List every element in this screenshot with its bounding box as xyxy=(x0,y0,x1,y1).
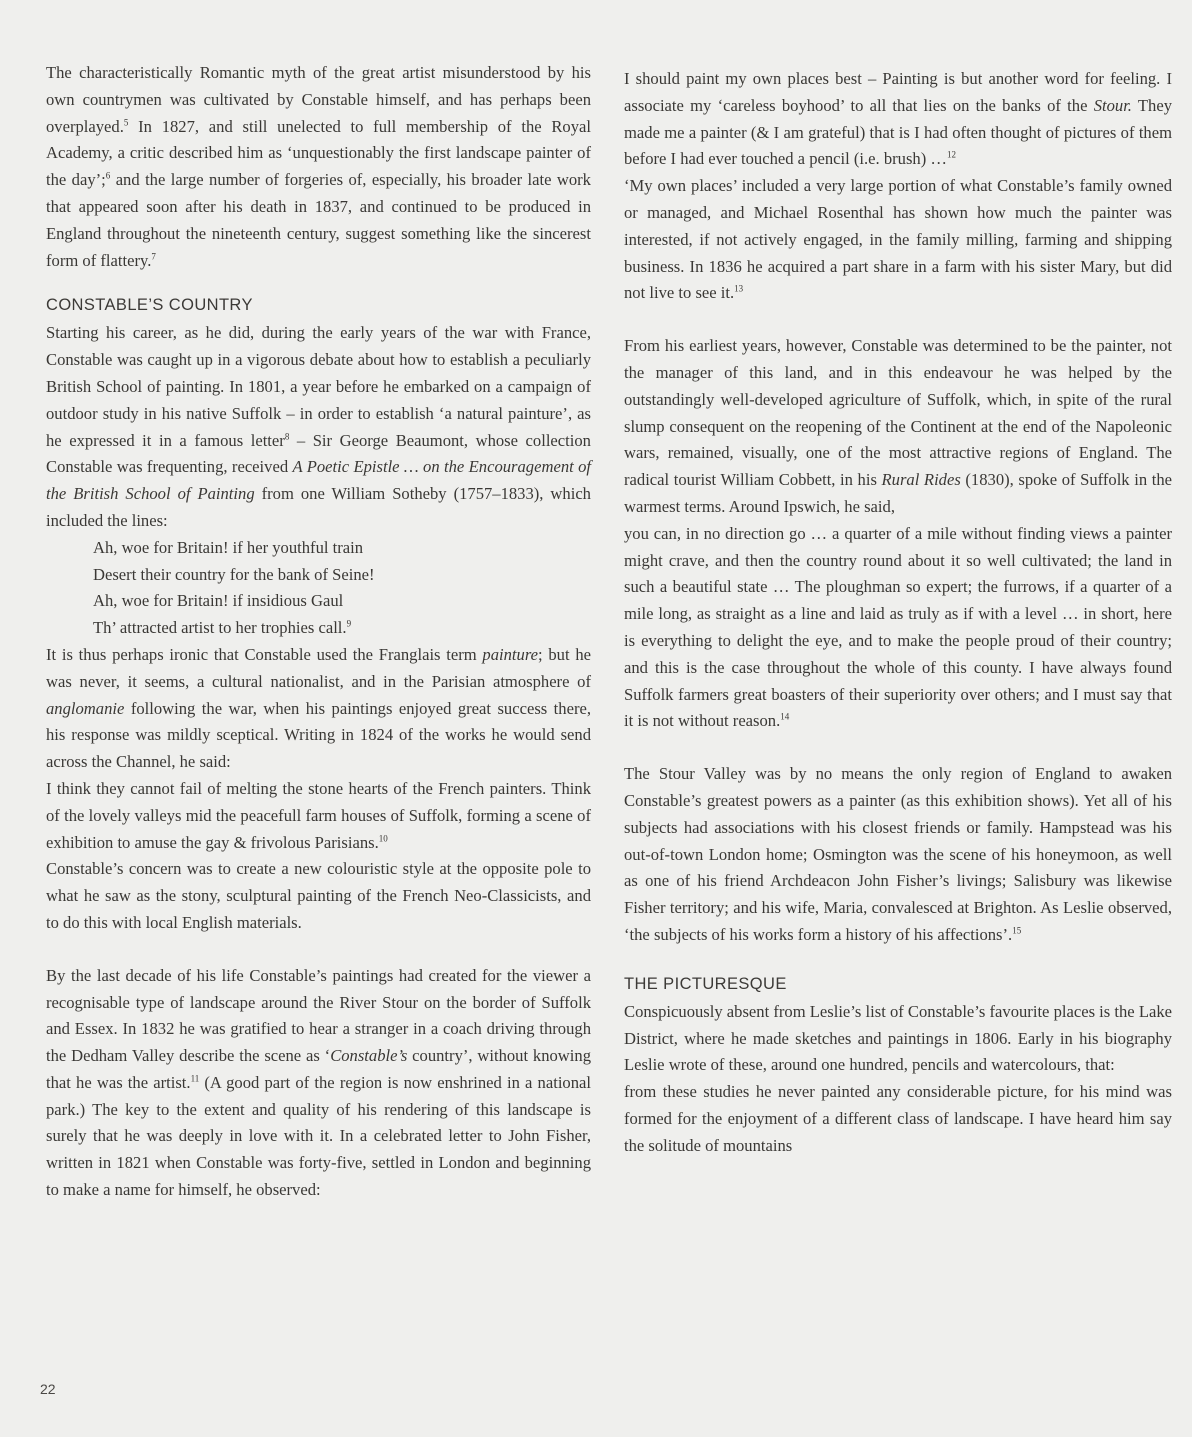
paragraph-my-own-places: ‘My own places’ included a very large portion of what Constable’s family owned or managed, and Michael Rosenthal has shown how much the painter was interested, if not actively engaged, in the family milling, farming and shipping business. In 1836 he acquired a part share in a farm with his sister Mary, but did not live to see it.$^{13}$ xyxy=(624,176,1172,303)
footnote-ref: 9 xyxy=(346,618,352,629)
footnote-ref: 15 xyxy=(1012,925,1022,936)
paragraph-lake-district: Conspicuously absent from Leslie’s list of Constable’s favourite places is the Lake District, where he made sketches and paintings in 1806. Early in his biography Leslie wrote of these, around one hundred, pencils and watercolours, that: xyxy=(624,1001,1172,1075)
paragraph-earliest-years: From his earliest years, however, Constable was determined to be the painter, not the manager of this land, and in this endeavour he was helped by the outstandingly well-developed agriculture of Suffolk, which, in spite of the rural slump consequent on the reopening of the Continent at the end of the Napoleonic wars, remained, visually, one of the most attractive regions of England. The radical tourist William Cobbett, in his Rural Rides (1830), spoke of Suffolk in the warmest terms. Around Ipswich, he said, xyxy=(624,336,1172,516)
paragraph-stour-valley: The Stour Valley was by no means the only region of England to awaken Constable’s greatest powers as a painter (as this exhibition shows). Yet all of his subjects had associations with his closest friends or family. Hampstead was his out-of-town London home; Osmington was the scene of his honeymoon, as well as one of his friend Archdeacon John Fisher’s livings; Salisbury was likewise Fisher territory; and his wife, Maria, convalesced at Brighton. As Leslie observed, ‘the subjects of his works form a history of his affections’.$^{15}$ xyxy=(624,764,1172,944)
block-quote-cobbett: you can, in no direction go … a quarter of a mile without finding views a painter might crave, and then the country round about it so well cultivated; the land in such a beautiful state … The ploughman so expert; the furrows, if a quarter of a mile long, as straight as a line and laid as truly as if with a level … in short, here is everything to delight the eye, and to make the people proud of their country; and this is the case throughout the whole of this county. I have always found Suffolk farmers great boasters of their superiority over others; and I must say that it is not without reason.$^{14}$ xyxy=(624,523,1172,731)
footnote-ref: 14 xyxy=(780,711,790,722)
footnote-ref: 13 xyxy=(734,283,744,294)
page-number: 22 xyxy=(40,1381,56,1397)
footnote-ref: 6 xyxy=(105,170,111,181)
block-quote-french-painters: I think they cannot fail of melting the stone hearts of the French painters. Think of the lovely valleys mid the peacefull farm houses of Suffolk, forming a scene of exhibition to amuse the gay & frivolous Parisians.$^{10}$ xyxy=(46,778,591,852)
paragraph-romantic-myth: The characteristically Romantic myth of the great artist misunderstood by his own countrymen was cultivated by Constable himself, and has perhaps been overplayed.$^5$ In 1827, and still unelected to full membership of the Royal Academy, a critic described him as ‘unquestionably the first landscape painter of the day’;$^6$ and the large number of forgeries of, especially, his broader late work that appeared soon after his death in 1837, and continued to be produced in England throughout the nineteenth century, suggest something like the sincerest form of flattery.$^7$ xyxy=(46,63,591,270)
block-quote-studies: from these studies he never painted any considerable picture, for his mind was formed for the enjoyment of a different class of landscape. I have heard him say the solitude of mountains xyxy=(624,1082,1172,1155)
footnote-ref: 8 xyxy=(284,431,290,442)
footnote-ref: 7 xyxy=(151,251,156,262)
paragraph-franglais: It is thus perhaps ironic that Constable used the Franglais term painture; but he was never, it seems, a cultural nationalist, and in the Parisian atmosphere of anglomanie following the war, when his paintings enjoyed great success there, his response was mildly sceptical. Writing in 1824 of the works he would send across the Channel, he said: xyxy=(46,644,591,772)
footnote-ref: 12 xyxy=(946,149,956,160)
block-quote-own-places: I should paint my own places best – Painting is but another word for feeling. I associate my ‘careless boyhood’ to all that lies on the banks of the Stour. They made me a painter (& I am grateful) that is I had often thought of pictures of them before I had ever touched a pencil (i.e. brush) …$^{12}$ xyxy=(624,69,1173,169)
paragraph-last-decade: By the last decade of his life Constable’s paintings had created for the viewer a recognisable type of landscape around the River Stour on the border of Suffolk and Essex. In 1832 he was gratified to hear a stranger in a coach driving through the Dedham Valley describe the scene as ‘Constable’s country’, without knowing that he was the artist.$^{11}$ (A good part of the region is now enshrined in a national park.) The key to the extent and quality of his rendering of this landscape is surely that he was deeply in love with it. In a celebrated letter to John Fisher, written in 1821 when Constable was forty-five, settled in London and beginning to make a name for himself, he observed: xyxy=(46,965,591,1200)
book-title: A Poetic Epistle … on the Encouragement of the British School of Painting xyxy=(46,457,592,504)
section-heading-picturesque: THE PICTURESQUE xyxy=(624,974,787,993)
verse-quotation xyxy=(93,535,591,642)
verse-line: Ah, woe for Britain! if insidious Gaul xyxy=(93,591,344,611)
verse-line: Ah, woe for Britain! if her youthful train xyxy=(93,537,364,557)
verse-line: Desert their country for the bank of Seine! xyxy=(93,564,375,584)
section-heading-constables-country: CONSTABLE’S COUNTRY xyxy=(46,296,253,315)
footnote-ref: 11 xyxy=(190,1073,200,1084)
left-column xyxy=(46,60,591,1204)
paragraph-colouristic-style: Constable’s concern was to create a new colouristic style at the opposite pole to what he saw as the stony, sculptural painting of the French Neo-Classicists, and to do this with local English materials. xyxy=(46,859,591,932)
verse-line: Th’ attracted artist to her trophies call.$^9$ xyxy=(93,618,352,638)
footnote-ref: 10 xyxy=(378,832,388,843)
paragraph-career-start: Starting his career, as he did, during the early years of the war with France, Constable was caught up in a vigorous debate about how to establish a peculiarly British School of painting. In 1801, a year before he embarked on a campaign of outdoor study in his native Suffolk – in order to establish ‘a natural painture’, as he expressed it in a famous letter$^8$ – Sir George Beaumont, whose collection Constable was frequenting, received A Poetic Epistle … on the Encouragement of the British School of Painting from one William Sotheby (1757–1833), which included the lines: xyxy=(46,323,592,530)
footnote-ref: 5 xyxy=(123,117,129,128)
right-column xyxy=(624,66,1172,1159)
